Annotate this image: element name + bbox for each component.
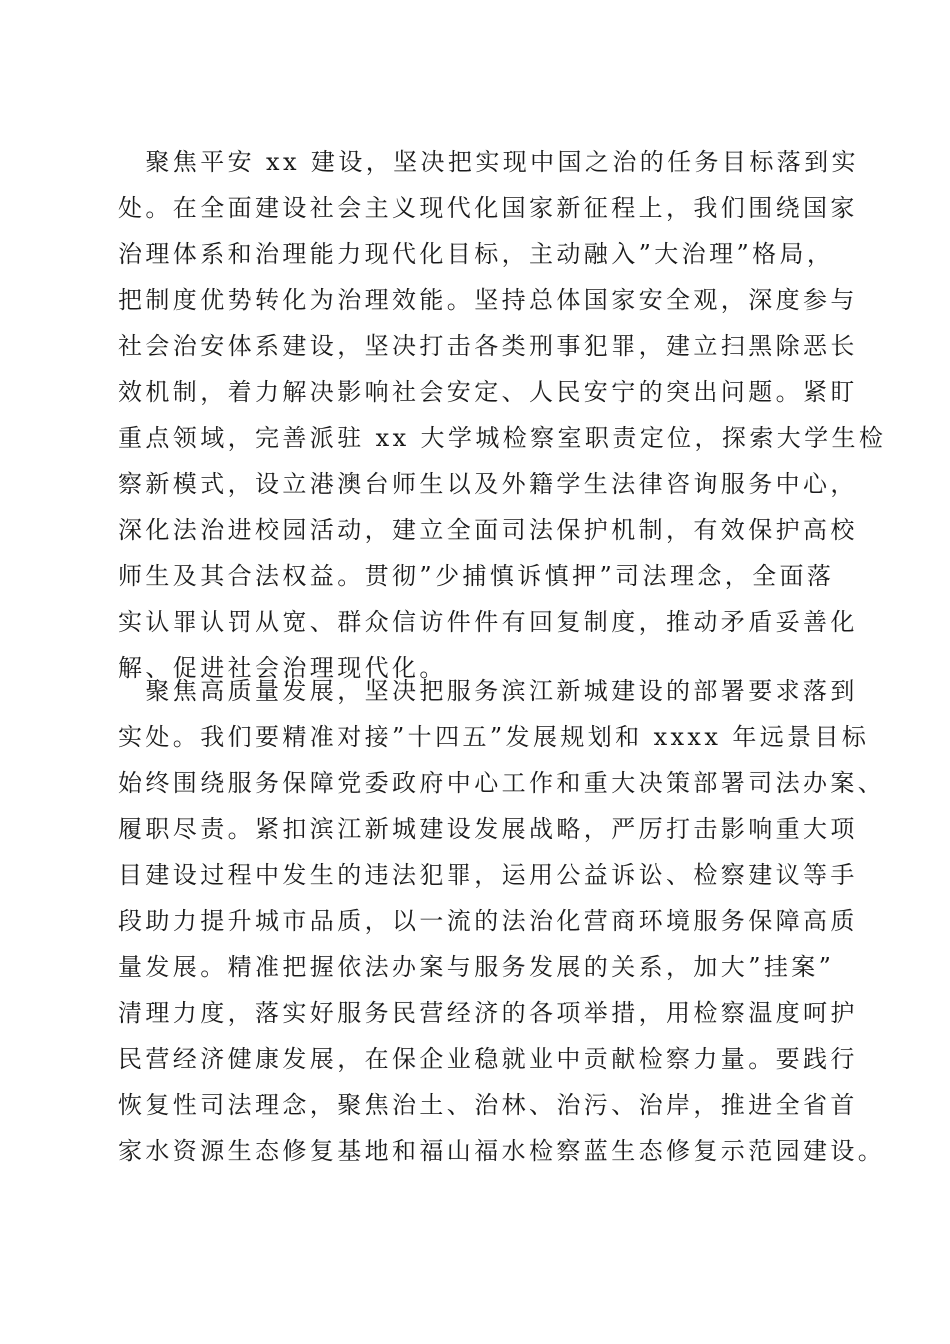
text-line: 履职尽责。紧扣滨江新城建设发展战略，严厉打击影响重大项 [118, 815, 858, 843]
text-line: 治理体系和治理能力现代化目标，主动融入”大治理”格局， [118, 240, 835, 268]
text-line: 恢复性司法理念，聚焦治土、治林、治污、治岸，推进全省首 [118, 1091, 858, 1119]
text-line: 把制度优势转化为治理效能。坚持总体国家安全观，深度参与 [118, 286, 858, 314]
paragraph-high-quality-development [118, 668, 886, 1174]
text-line: 始终围绕服务保障党委政府中心工作和重大决策部署司法办案、 [118, 769, 886, 797]
text-line: 清理力度，落实好服务民营经济的各项举措，用检察温度呵护 [118, 999, 858, 1027]
text-line: 实处。我们要精准对接”十四五”发展规划和 xxxx 年远景目标 [118, 723, 870, 751]
text-line: 深化法治进校园活动，建立全面司法保护机制，有效保护高校 [118, 516, 858, 544]
text-line: 解、促进社会治理现代化。 [118, 654, 447, 682]
text-line: 聚焦平安 xx 建设，坚决把实现中国之治的任务目标落到实 [118, 148, 859, 176]
text-line: 段助力提升城市品质，以一流的法治化营商环境服务保障高质 [118, 907, 858, 935]
text-line: 师生及其合法权益。贯彻”少捕慎诉慎押”司法理念，全面落 [118, 562, 835, 590]
text-line: 社会治安体系建设，坚决打击各类刑事犯罪，建立扫黑除恶长 [118, 332, 858, 360]
text-line: 民营经济健康发展，在保企业稳就业中贡献检察力量。要践行 [118, 1045, 858, 1073]
text-line: 重点领域，完善派驻 xx 大学城检察室职责定位，探索大学生检 [118, 424, 887, 452]
text-line: 目建设过程中发生的违法犯罪，运用公益诉讼、检察建议等手 [118, 861, 858, 889]
text-line: 家水资源生态修复基地和福山福水检察蓝生态修复示范园建设。 [118, 1137, 886, 1165]
text-line: 处。在全面建设社会主义现代化国家新征程上，我们围绕国家 [118, 194, 858, 222]
text-line: 察新模式，设立港澳台师生以及外籍学生法律咨询服务中心， [118, 470, 858, 498]
text-line: 效机制，着力解决影响社会安定、人民安宁的突出问题。紧盯 [118, 378, 858, 406]
text-line: 量发展。精准把握依法办案与服务发展的关系，加大”挂案” [118, 953, 835, 981]
text-line: 聚焦高质量发展，坚决把服务滨江新城建设的部署要求落到 [118, 677, 858, 705]
text-line: 实认罪认罚从宽、群众信访件件有回复制度，推动矛盾妥善化 [118, 608, 858, 636]
